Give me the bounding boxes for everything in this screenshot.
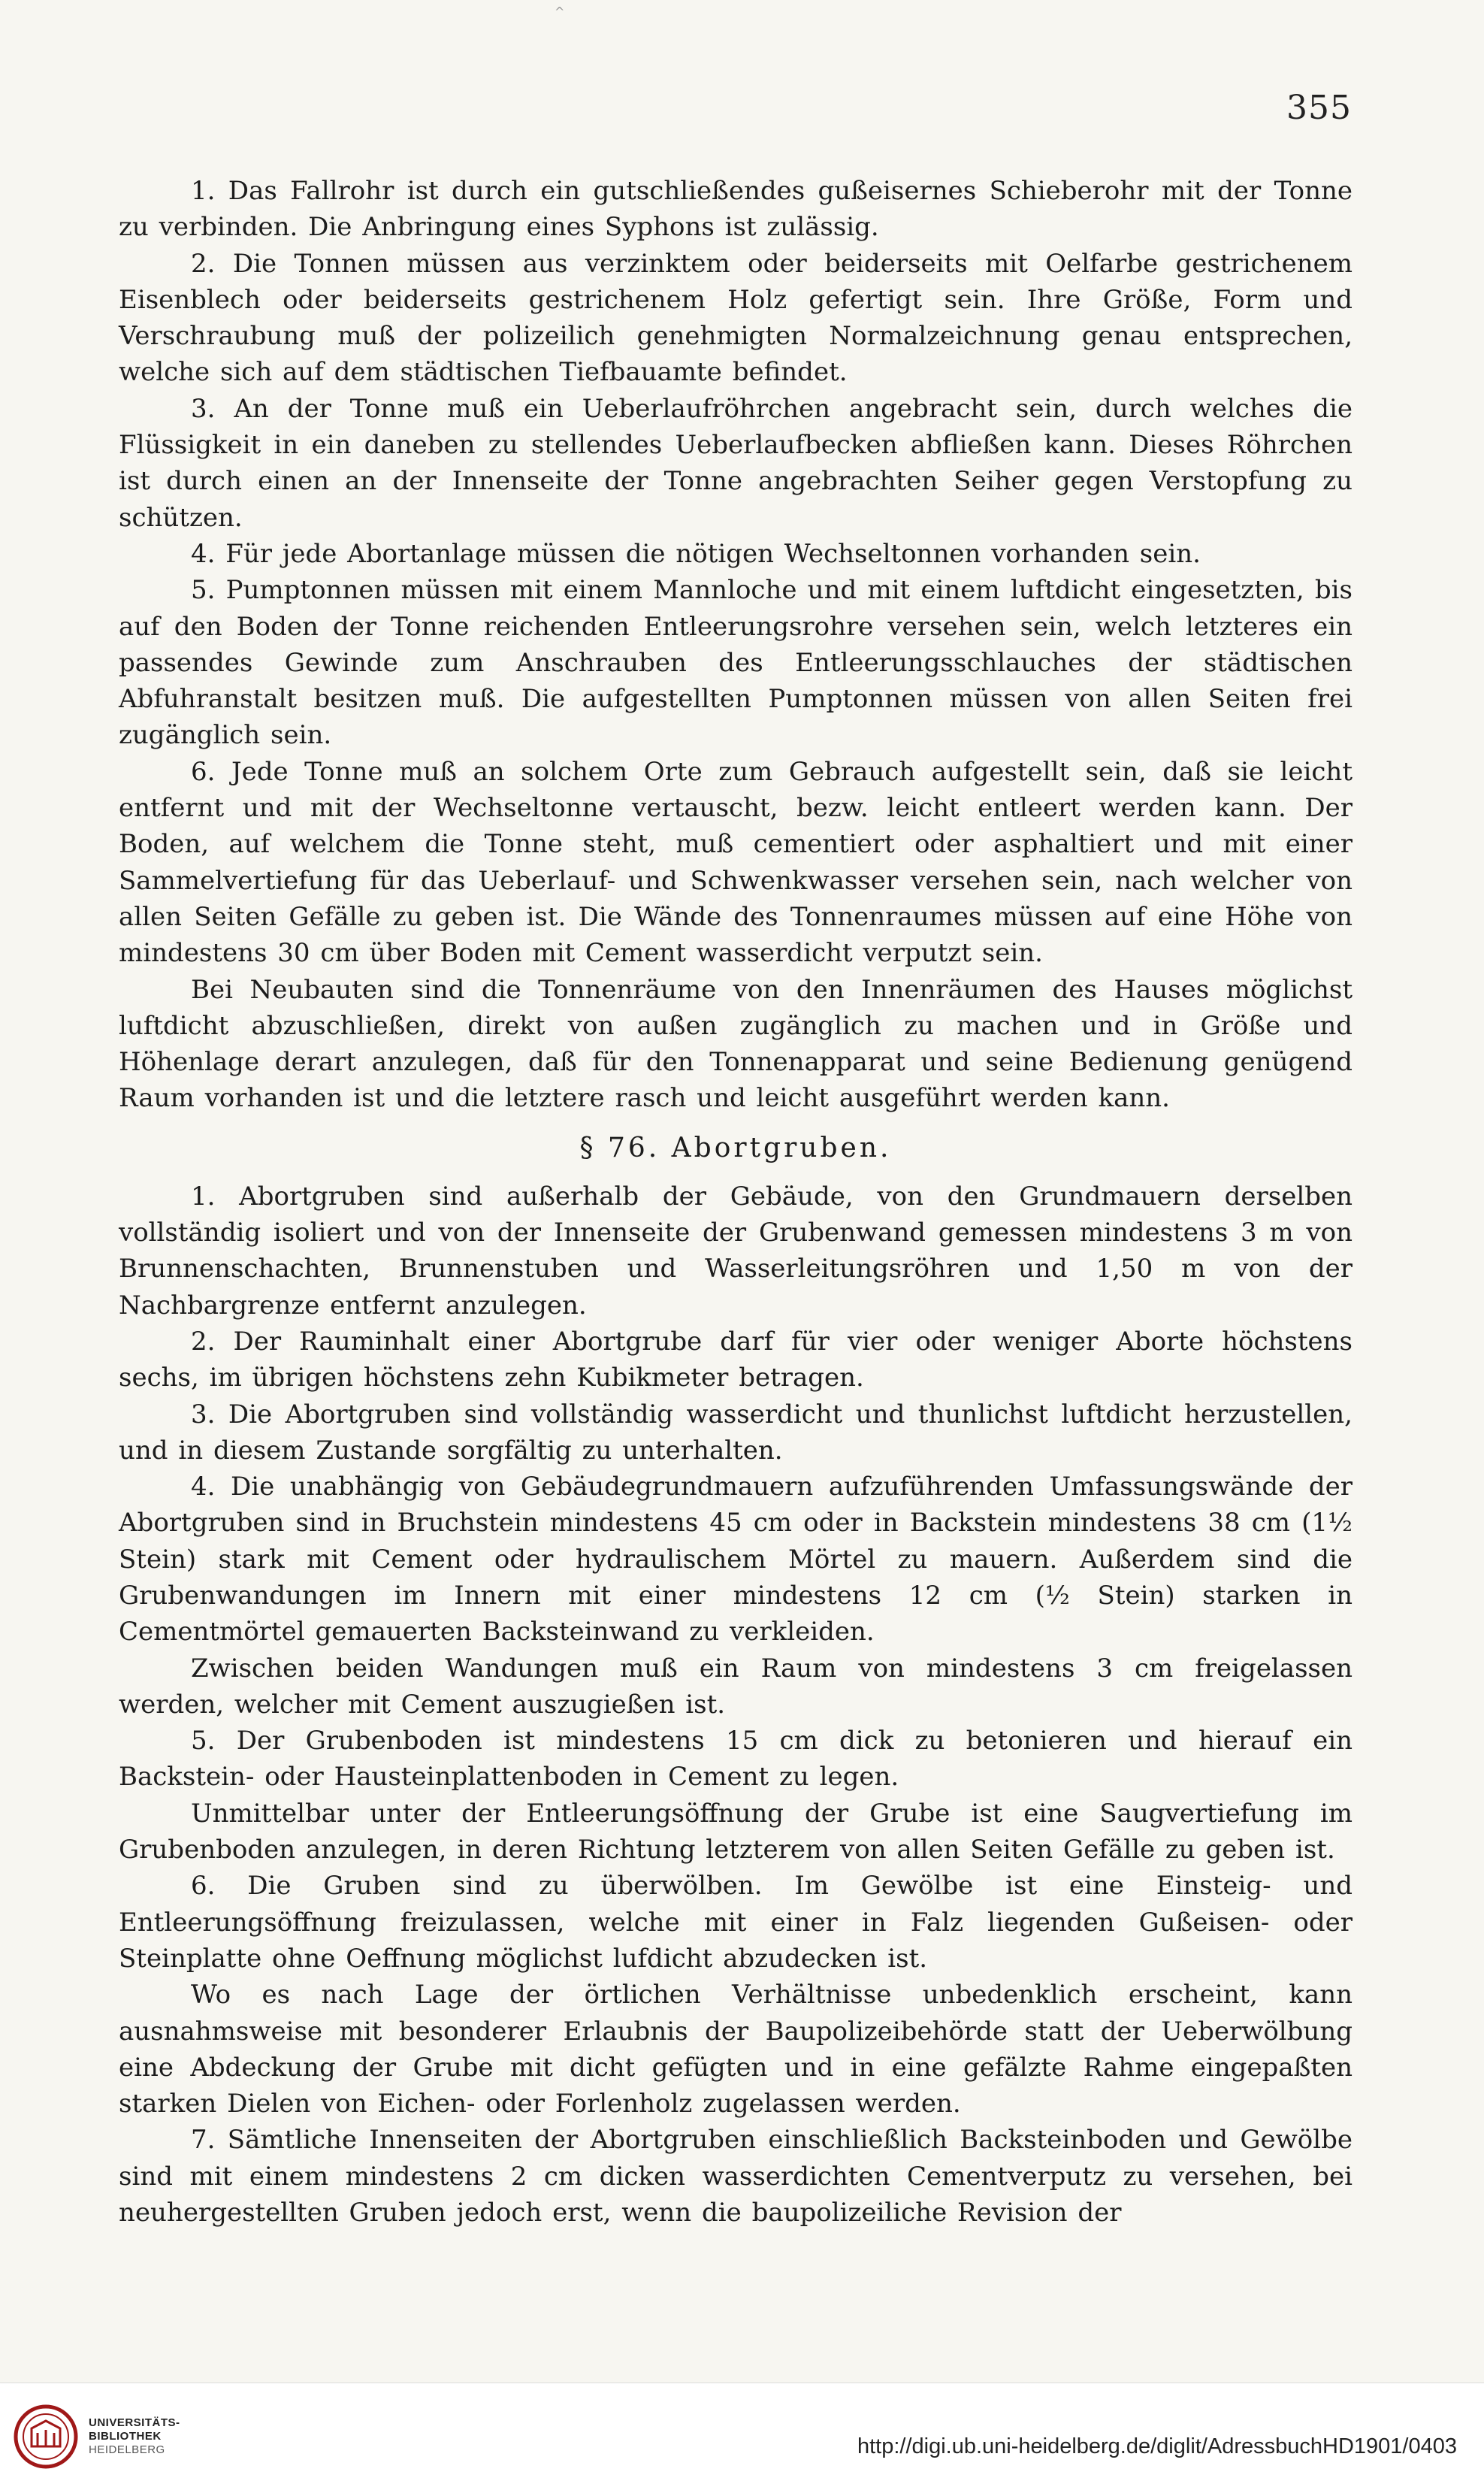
- paragraphs-after-heading: [119, 1178, 1353, 2231]
- body-text: [119, 173, 1353, 2231]
- paragraph: 3. Die Abortgruben sind vollständig wasserdicht und thunlichst luftdicht herzustellen, und in diesem Zustande sorgfältig zu unterhalten.: [119, 1399, 1353, 1466]
- paragraph: 2. Die Tonnen müssen aus verzinktem oder beiderseits mit Oelfarbe gestrichenem Eisenblech oder beiderseits gestrichenem Holz gefertigt sein. Ihre Größe, Form und Verschraubung muß der polizeilich genehmigten Normalzeichnung genau entsprechen, welche sich auf dem städtischen Tiefbauamte befindet.: [119, 248, 1353, 388]
- footer-bar: [0, 2383, 1484, 2490]
- paragraph: 4. Für jede Abortanlage müssen die nötigen Wechseltonnen vorhanden sein.: [191, 538, 1201, 569]
- library-name-line-1: UNIVERSITÄTS-: [89, 2416, 180, 2429]
- top-mark: ^: [555, 5, 565, 19]
- paragraph: 5. Pumptonnen müssen mit einem Mannloche und mit einem luftdicht eingesetzten, bis auf den Boden der Tonne reichenden Entleerungsrohre versehen sein, welch letzteres ein passendes Gewinde zum Anschrauben des Entleerungsschlauches der städtischen Abfuhranstalt besitzen muß. Die aufgestellten Pumptonnen müssen von allen Seiten frei zugänglich sein.: [119, 575, 1353, 751]
- paragraph: 1. Abortgruben sind außerhalb der Gebäude, von den Grundmauern derselben vollständig isoliert und von der Innenseite der Grubenwand gemessen mindestens 3 m von Brunnenschachten, Brunnenstuben und Wasserleitungsröhren und 1,50 m von der Nachbargrenze entfernt anzulegen.: [119, 1181, 1353, 1321]
- paragraph: Wo es nach Lage der örtlichen Verhältnisse unbedenklich erscheint, kann ausnahmsweise mit besonderer Erlaubnis der Baupolizeibehörde statt der Ueberwölbung eine Abdeckung der Grube mit dicht gefügten und in eine gefälzte Rahme eingepaßten starken Dielen von Eichen- oder Forlenholz zugelassen werden.: [119, 1980, 1353, 2119]
- library-name: [89, 2416, 180, 2457]
- paragraph: 3. An der Tonne muß ein Ueberlaufröhrchen angebracht sein, durch welches die Flüssigkeit in ein daneben zu stellendes Ueberlaufbecken abfließen kann. Dieses Röhrchen ist durch einen an der Innenseite der Tonne angebrachten Seiher gegen Verstopfung zu schützen.: [119, 393, 1353, 533]
- paragraph: Zwischen beiden Wandungen muß ein Raum von mindestens 3 cm freigelassen werden, welcher mit Cement auszugießen ist.: [119, 1653, 1353, 1720]
- library-name-line-3: HEIDELBERG: [89, 2443, 165, 2456]
- paragraph: 6. Jede Tonne muß an solchem Orte zum Gebrauch aufgestellt sein, daß sie leicht entfernt und mit der Wechseltonne vertauscht, bezw. leicht entleert werden kann. Der Boden, auf welchem die Tonne steht, muß cementiert oder asphaltiert und mit einer Sammelvertiefung für das Ueberlauf- und Schwenkwasser versehen sein, nach welcher von allen Seiten Gefälle zu geben ist. Die Wände des Tonnenraumes müssen auf eine Höhe von mindestens 30 cm über Boden mit Cement wasserdicht verputzt sein.: [119, 756, 1353, 969]
- section-heading: § 76. Abortgruben.: [579, 1132, 892, 1163]
- library-name-line-2: BIBLIOTHEK: [89, 2430, 162, 2443]
- paragraph: 7. Sämtliche Innenseiten der Abortgruben einschließlich Backsteinboden und Gewölbe sind mit einem mindestens 2 cm dicken wasserdichten Cementverputz zu versehen, bei neuhergestellten Gruben jedoch erst, wenn die baupolizeiliche Revision der: [119, 2125, 1353, 2228]
- source-url-link[interactable]: http://digi.ub.uni-heidelberg.de/diglit/AdressbuchHD1901/0403: [857, 2434, 1457, 2458]
- page-number: 355: [1286, 89, 1352, 127]
- paragraph: 2. Der Rauminhalt einer Abortgrube darf für vier oder weniger Aborte höchstens sechs, im übrigen höchstens zehn Kubikmeter betragen.: [119, 1326, 1353, 1393]
- paragraph: 4. Die unabhängig von Gebäudegrundmauern aufzuführenden Umfassungswände der Abortgruben sind in Bruchstein mindestens 45 cm oder in Backstein mindestens 38 cm (1½ Stein) stark mit Cement oder hydraulischem Mörtel zu mauern. Außerdem sind die Grubenwandungen im Innern mit einer mindestens 12 cm (½ Stein) starken in Cementmörtel gemauerten Backsteinwand zu verkleiden.: [119, 1472, 1353, 1647]
- paragraph: 6. Die Gruben sind zu überwölben. Im Gewölbe ist eine Einsteig- und Entleerungsöffnung freizulassen, welche mit einer in Falz liegenden Gußeisen- oder Steinplatte ohne Oeffnung möglichst lufdicht abzudecken ist.: [119, 1871, 1353, 1974]
- paragraph: Bei Neubauten sind die Tonnenräume von den Innenräumen des Hauses möglichst luftdicht abzuschließen, direkt von außen zugänglich zu machen und in Größe und Höhenlage derart anzulegen, daß für den Tonnenapparat und seine Bedienung genügend Raum vorhanden ist und die letztere rasch und leicht ausgeführt werden kann.: [119, 974, 1353, 1114]
- paragraph: Unmittelbar unter der Entleerungsöffnung der Grube ist eine Saugvertiefung im Grubenboden anzulegen, in deren Richtung letzterem von allen Seiten Gefälle zu geben ist.: [119, 1798, 1353, 1865]
- paragraph: 1. Das Fallrohr ist durch ein gutschließendes gußeisernes Schieberohr mit der Tonne zu verbinden. Die Anbringung eines Syphons ist zulässig.: [119, 176, 1353, 243]
- paragraph: 5. Der Grubenboden ist mindestens 15 cm dick zu betonieren und hierauf ein Backstein- oder Hausteinplattenboden in Cement zu legen.: [119, 1726, 1353, 1793]
- university-library-seal-icon: [12, 2403, 80, 2470]
- paragraphs-before-heading: [119, 173, 1353, 1117]
